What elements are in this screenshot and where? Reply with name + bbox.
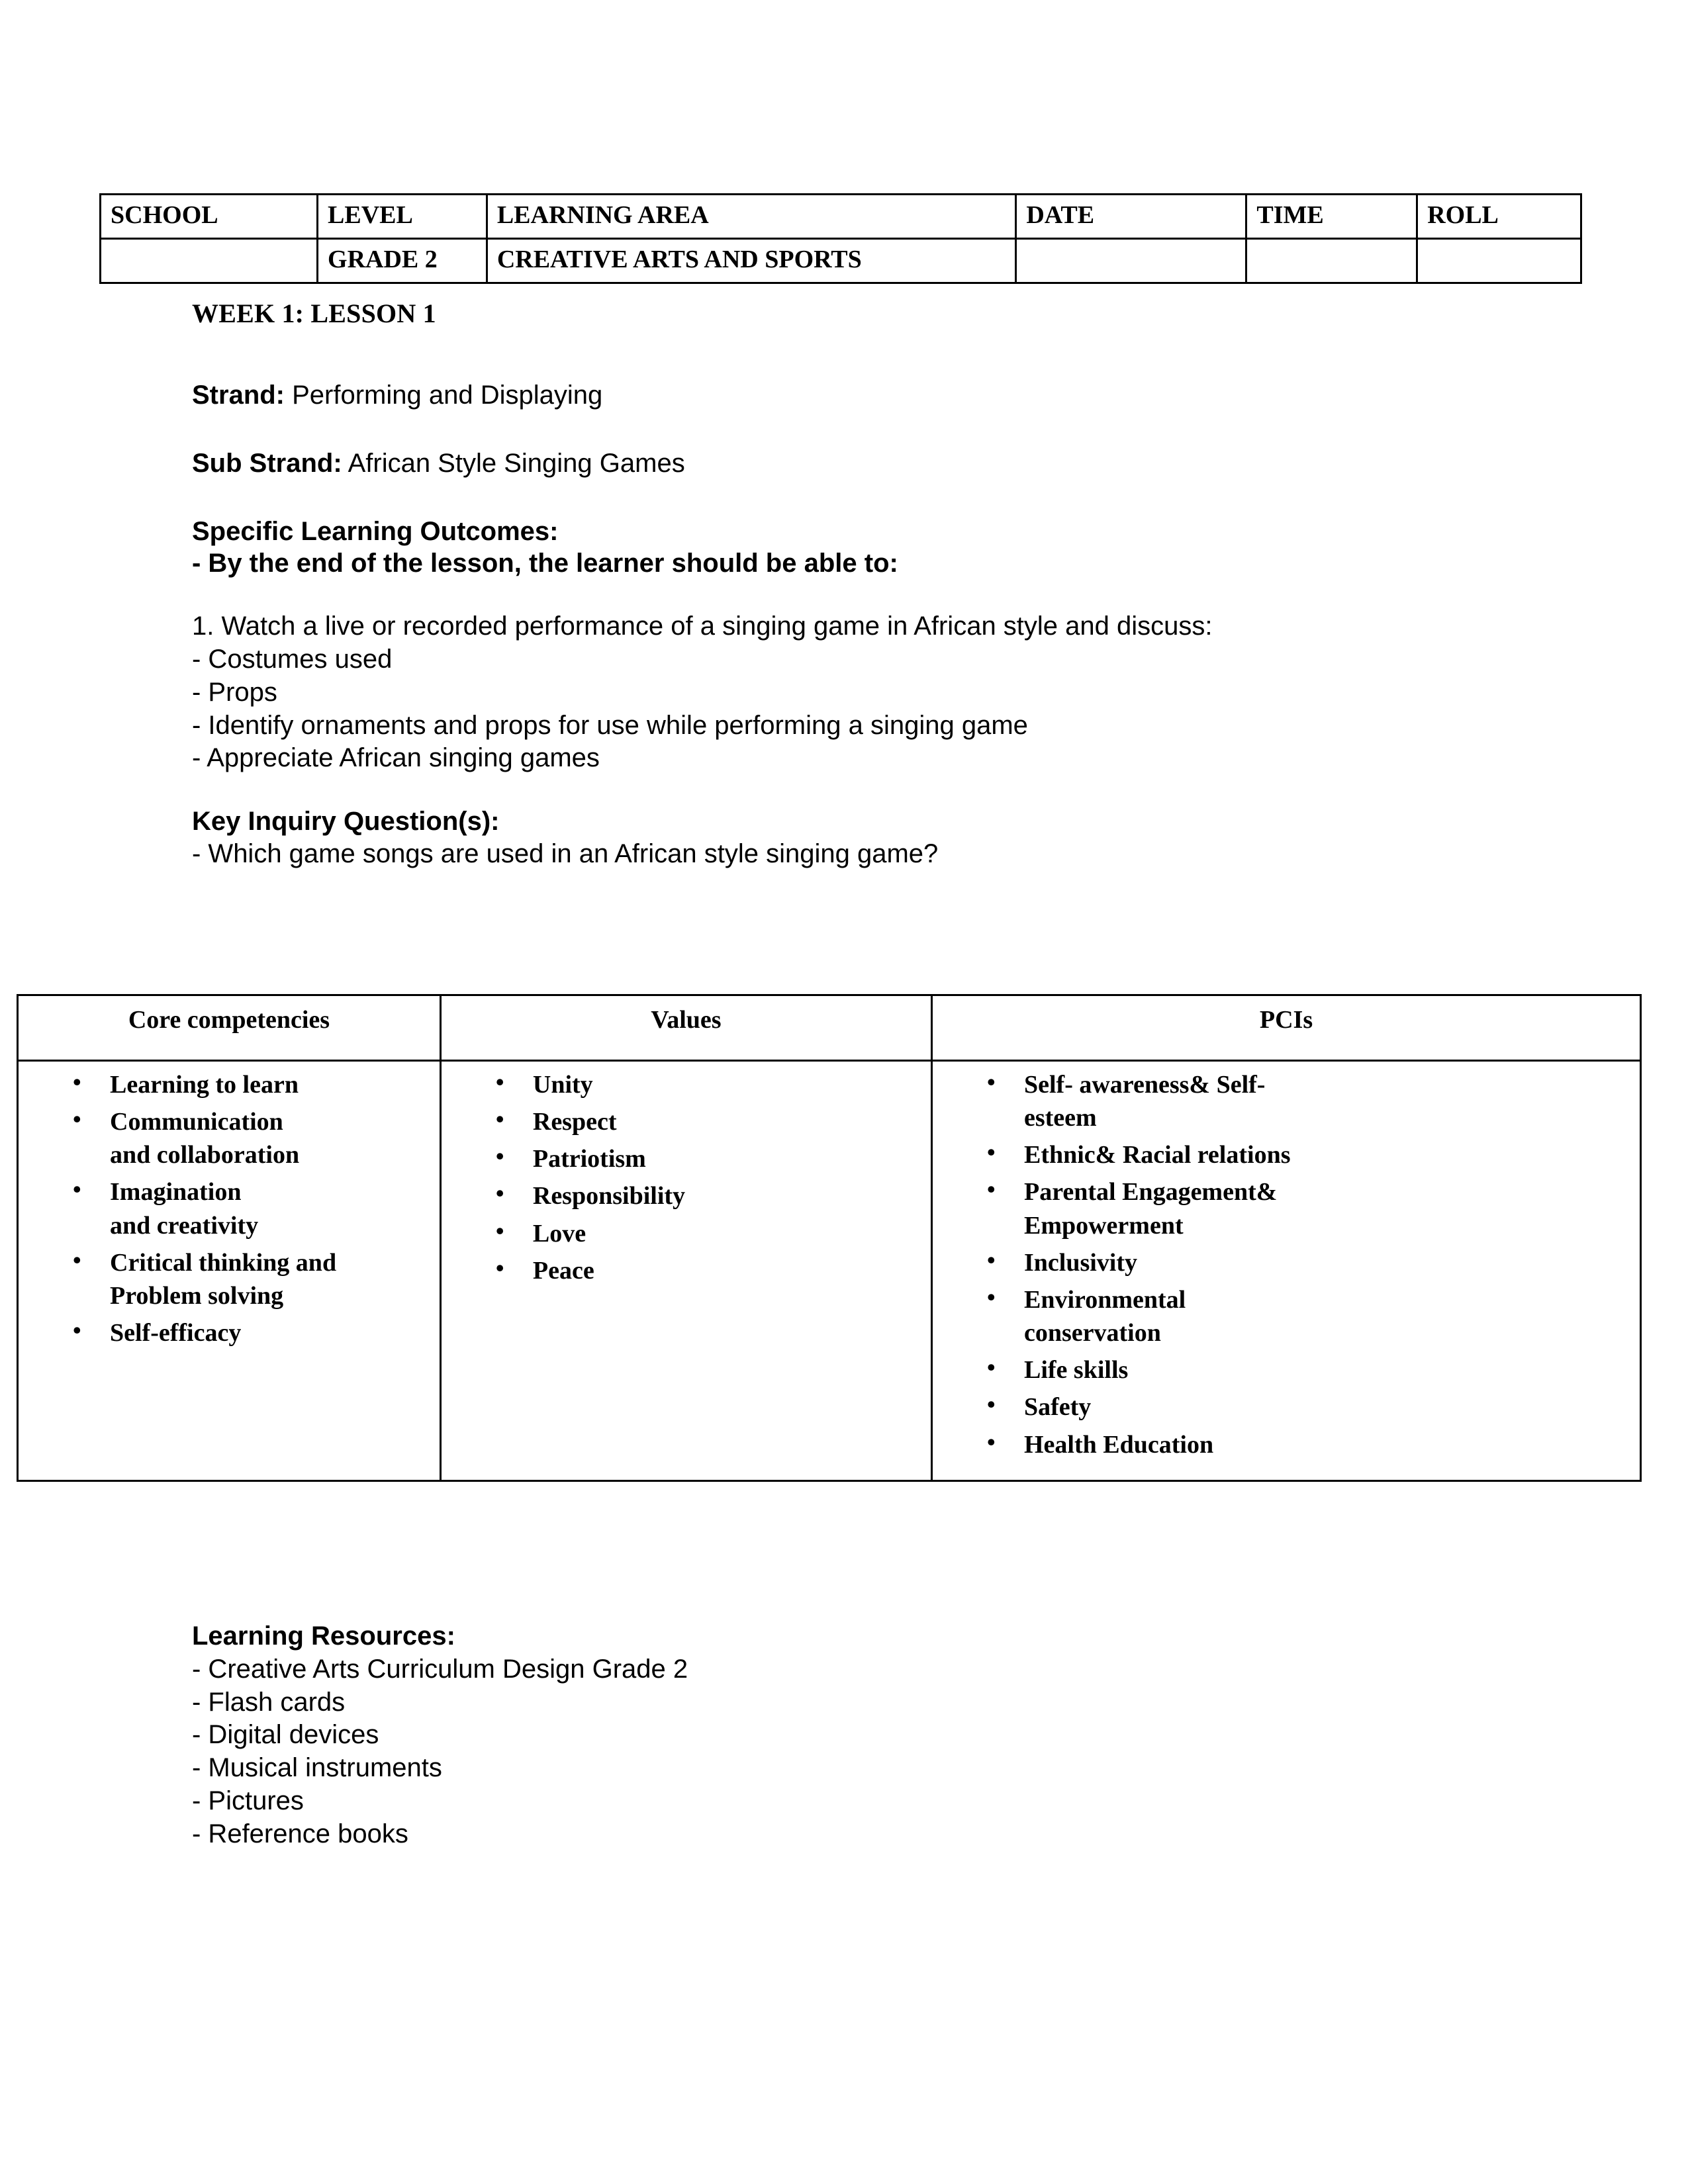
list-item-line1: Health Education <box>1023 1430 1214 1459</box>
list-item-line1: Learning to learn <box>110 1071 299 1099</box>
resource-item: - Pictures <box>192 1786 304 1815</box>
outcome-item: - Props <box>192 677 277 707</box>
sub-strand-row <box>192 449 1549 478</box>
list-item <box>937 1246 1636 1279</box>
header-cell-level-label: LEVEL <box>318 195 487 239</box>
list-item <box>937 1068 1636 1134</box>
list-item-line1: Imagination <box>110 1178 242 1206</box>
resource-item: - Digital devices <box>192 1720 379 1750</box>
list-item-line1: Life skills <box>1023 1356 1129 1385</box>
cell-core-competencies <box>18 1061 441 1481</box>
list-item-line1: Love <box>532 1219 586 1248</box>
list-item <box>23 1316 436 1349</box>
resource-item: - Creative Arts Curriculum Design Grade 2 <box>192 1654 688 1684</box>
specific-learning-outcomes-heading: Specific Learning Outcomes: <box>192 516 559 546</box>
competency-table-body-row <box>18 1061 1641 1481</box>
list-item <box>445 1217 927 1250</box>
spacer-after-sub-strand <box>192 481 1549 517</box>
key-inquiry-question-item: - Which game songs are used in an African style singing game? <box>192 839 939 868</box>
list-item <box>445 1105 927 1138</box>
header-cell-date-label: DATE <box>1016 195 1246 239</box>
header-cell-school-value[interactable] <box>101 239 318 283</box>
header-cell-date-value[interactable] <box>1016 239 1246 283</box>
competency-table-header-row <box>18 995 1641 1061</box>
list-item <box>937 1283 1636 1349</box>
outcome-item: 1. Watch a live or recorded performance of a singing game in African style and discuss: <box>192 612 1213 641</box>
header-cell-time-label: TIME <box>1246 195 1417 239</box>
header-cell-roll-label: ROLL <box>1417 195 1581 239</box>
values-list <box>445 1068 927 1287</box>
outcome-item: - Costumes used <box>192 644 393 674</box>
list-item <box>937 1175 1636 1242</box>
specific-learning-outcomes-subheading: - By the end of the lesson, the learner should be able to: <box>192 549 898 578</box>
header-cell-time-value[interactable] <box>1246 239 1417 283</box>
sub-strand-value: African Style Singing Games <box>348 448 685 478</box>
resource-item: - Flash cards <box>192 1687 346 1717</box>
spacer-before-outcomes <box>192 581 1549 612</box>
header-cell-level-value[interactable]: GRADE 2 <box>318 239 487 283</box>
list-item-line1: Critical thinking and <box>110 1248 337 1277</box>
sub-strand-label: Sub Strand: <box>192 448 342 478</box>
list-item-line2: esteem <box>1023 1104 1097 1132</box>
resource-item: - Reference books <box>192 1819 408 1848</box>
header-cell-roll-value[interactable] <box>1417 239 1581 283</box>
list-item <box>445 1068 927 1101</box>
column-header-pcis: PCIs <box>931 995 1640 1061</box>
list-item-line1: Self-efficacy <box>110 1319 242 1347</box>
list-item <box>23 1105 436 1171</box>
list-item-line1: Patriotism <box>532 1145 646 1173</box>
list-item <box>23 1246 436 1312</box>
list-item <box>445 1254 927 1287</box>
column-header-core-competencies: Core competencies <box>18 995 441 1061</box>
spacer-before-inquiry <box>192 776 1549 807</box>
competencies-values-pcis-table <box>17 994 1642 1482</box>
list-item <box>937 1138 1636 1171</box>
learning-resources-title: Learning Resources: <box>192 1621 455 1651</box>
header-table-label-row <box>101 195 1581 239</box>
list-item-line1: Responsibility <box>532 1182 686 1210</box>
list-item-line2: and creativity <box>110 1211 259 1240</box>
list-item <box>445 1179 927 1212</box>
resource-item: - Musical instruments <box>192 1753 442 1783</box>
list-item <box>23 1068 436 1101</box>
learning-resources-block <box>192 1621 1383 1852</box>
list-item-line2: and collaboration <box>110 1141 300 1169</box>
list-item-line1: Self- awareness& Self- <box>1023 1071 1266 1099</box>
list-item <box>937 1428 1636 1461</box>
list-item-line1: Inclusivity <box>1023 1248 1138 1277</box>
list-item <box>23 1175 436 1242</box>
key-inquiry-questions-heading: Key Inquiry Question(s): <box>192 807 500 837</box>
header-cell-learning-area-value[interactable]: CREATIVE ARTS AND SPORTS <box>487 239 1016 283</box>
list-item-line1: Peace <box>532 1256 594 1285</box>
list-item <box>937 1390 1636 1424</box>
list-item-line2: Problem solving <box>110 1281 284 1310</box>
list-item-line1: Communication <box>110 1108 283 1136</box>
header-cell-learning-area-label: LEARNING AREA <box>487 195 1016 239</box>
week-lesson-title: WEEK 1: LESSON 1 <box>192 298 436 328</box>
core-competencies-list <box>23 1068 436 1349</box>
list-item <box>937 1353 1636 1387</box>
list-item-line1: Parental Engagement& <box>1023 1178 1278 1206</box>
list-item-line2: Empowerment <box>1023 1211 1184 1240</box>
list-item-line1: Safety <box>1023 1393 1092 1422</box>
lesson-header-table <box>99 193 1582 284</box>
cell-values <box>440 1061 931 1481</box>
list-item-line1: Respect <box>532 1108 617 1136</box>
list-item-line2: conservation <box>1023 1319 1161 1347</box>
cell-pcis <box>931 1061 1640 1481</box>
strand-label: Strand: <box>192 381 285 410</box>
header-table-value-row <box>101 239 1581 283</box>
list-item-line1: Ethnic& Racial relations <box>1023 1141 1291 1169</box>
outcome-item: - Identify ornaments and props for use while performing a singing game <box>192 710 1028 740</box>
outcome-item: - Appreciate African singing games <box>192 743 600 773</box>
column-header-values: Values <box>440 995 931 1061</box>
list-item <box>445 1142 927 1175</box>
spacer-after-strand <box>192 413 1549 449</box>
list-item-line1: Environmental <box>1023 1285 1186 1314</box>
header-cell-school-label: SCHOOL <box>101 195 318 239</box>
strand-row <box>192 381 1549 410</box>
pcis-list <box>937 1068 1636 1461</box>
lesson-details-block <box>192 381 1549 872</box>
strand-value: Performing and Displaying <box>292 381 603 410</box>
list-item-line1: Unity <box>532 1071 593 1099</box>
